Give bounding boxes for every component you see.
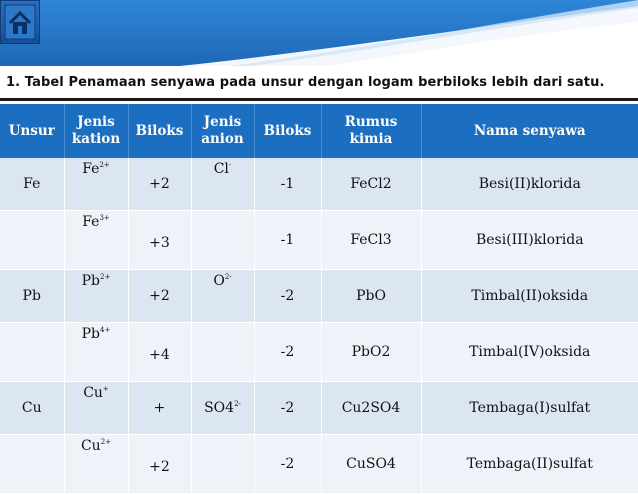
cell-anion bbox=[191, 382, 254, 435]
header-biloks-kation: Biloks bbox=[128, 104, 191, 158]
cell-nama-senyawa: Timbal(II)oksida bbox=[421, 270, 638, 323]
cell-biloks-anion: -1 bbox=[254, 211, 321, 270]
home-button[interactable] bbox=[0, 0, 40, 44]
cell-rumus-kimia: PbO bbox=[321, 270, 421, 323]
home-icon bbox=[1, 1, 39, 43]
kation-charge: 2+ bbox=[99, 161, 110, 169]
slide-title: 1. Tabel Penamaan senyawa pada unsur dengan logam berbiloks lebih dari satu. bbox=[6, 75, 605, 90]
cell-anion bbox=[191, 211, 254, 270]
cell-anion bbox=[191, 323, 254, 382]
header-biloks-anion: Biloks bbox=[254, 104, 321, 158]
anion-charge: 2- bbox=[234, 400, 241, 408]
anion-charge: 2- bbox=[224, 273, 232, 281]
table-row bbox=[0, 158, 638, 211]
kation-charge: 2+ bbox=[100, 273, 111, 281]
cell-kation bbox=[64, 158, 128, 211]
header-jenis-anion-line2: anion bbox=[201, 131, 244, 147]
cell-biloks-anion: -2 bbox=[254, 382, 321, 435]
slide-banner bbox=[0, 0, 638, 66]
cell-anion bbox=[191, 270, 254, 323]
cell-unsur bbox=[0, 323, 64, 382]
cell-biloks-kation: + bbox=[128, 382, 191, 435]
banner-swoosh bbox=[0, 0, 638, 66]
cell-rumus-kimia: FeCl3 bbox=[321, 211, 421, 270]
cell-kation bbox=[64, 382, 128, 435]
kation-symbol: Cu bbox=[80, 438, 101, 454]
kation-charge: 3+ bbox=[99, 214, 110, 222]
cell-nama-senyawa: Tembaga(II)sulfat bbox=[421, 435, 638, 494]
anion-symbol: O bbox=[213, 273, 225, 289]
cell-nama-senyawa: Besi(II)klorida bbox=[421, 158, 638, 211]
cell-biloks-kation: +3 bbox=[128, 211, 191, 270]
cell-unsur: Cu bbox=[0, 382, 64, 435]
cell-unsur: Pb bbox=[0, 270, 64, 323]
cell-biloks-anion: -2 bbox=[254, 323, 321, 382]
kation-symbol: Fe bbox=[82, 214, 100, 230]
cell-biloks-anion: -2 bbox=[254, 435, 321, 494]
table-body bbox=[0, 158, 638, 494]
cell-kation bbox=[64, 211, 128, 270]
table-row bbox=[0, 270, 638, 323]
cell-kation bbox=[64, 323, 128, 382]
table-row bbox=[0, 435, 638, 494]
table-header-row bbox=[0, 104, 638, 158]
title-underline bbox=[0, 98, 638, 101]
header-jenis-kation-line1: Jenis bbox=[77, 114, 115, 131]
header-jenis-anion bbox=[191, 104, 254, 158]
cell-biloks-kation: +2 bbox=[128, 270, 191, 323]
cell-nama-senyawa: Timbal(IV)oksida bbox=[421, 323, 638, 382]
anion-charge: - bbox=[228, 161, 232, 169]
cell-rumus-kimia: FeCl2 bbox=[321, 158, 421, 211]
cell-nama-senyawa: Besi(III)klorida bbox=[421, 211, 638, 270]
header-unsur: Unsur bbox=[0, 104, 64, 158]
cell-unsur bbox=[0, 435, 64, 494]
anion-symbol: Cl bbox=[213, 161, 229, 177]
cell-unsur: Fe bbox=[0, 158, 64, 211]
cell-biloks-kation: +2 bbox=[128, 435, 191, 494]
kation-charge: 2+ bbox=[100, 438, 112, 446]
kation-symbol: Pb bbox=[81, 273, 101, 289]
naming-table bbox=[0, 104, 638, 494]
cell-anion bbox=[191, 158, 254, 211]
title-bar bbox=[0, 66, 638, 100]
cell-biloks-anion: -1 bbox=[254, 158, 321, 211]
kation-charge: + bbox=[102, 385, 109, 393]
cell-unsur bbox=[0, 211, 64, 270]
header-jenis-anion-line1: Jenis bbox=[203, 114, 242, 131]
anion-symbol: SO4 bbox=[204, 400, 235, 416]
header-nama-senyawa: Nama senyawa bbox=[421, 104, 638, 158]
table-row bbox=[0, 382, 638, 435]
table-row bbox=[0, 211, 638, 270]
kation-charge: 4+ bbox=[100, 326, 111, 334]
kation-symbol: Pb bbox=[81, 326, 101, 342]
kation-symbol: Cu bbox=[83, 385, 103, 401]
cell-kation bbox=[64, 270, 128, 323]
table-row bbox=[0, 323, 638, 382]
cell-biloks-kation: +4 bbox=[128, 323, 191, 382]
cell-nama-senyawa: Tembaga(I)sulfat bbox=[421, 382, 638, 435]
cell-rumus-kimia: PbO2 bbox=[321, 323, 421, 382]
header-jenis-kation-line2: kation bbox=[71, 131, 121, 147]
kation-symbol: Fe bbox=[82, 161, 100, 177]
cell-kation bbox=[64, 435, 128, 494]
cell-biloks-kation: +2 bbox=[128, 158, 191, 211]
header-rumus-kimia: Rumus kimia bbox=[321, 104, 421, 158]
cell-rumus-kimia: CuSO4 bbox=[321, 435, 421, 494]
cell-biloks-anion: -2 bbox=[254, 270, 321, 323]
header-jenis-kation bbox=[64, 104, 128, 158]
cell-anion bbox=[191, 435, 254, 494]
cell-rumus-kimia: Cu2SO4 bbox=[321, 382, 421, 435]
